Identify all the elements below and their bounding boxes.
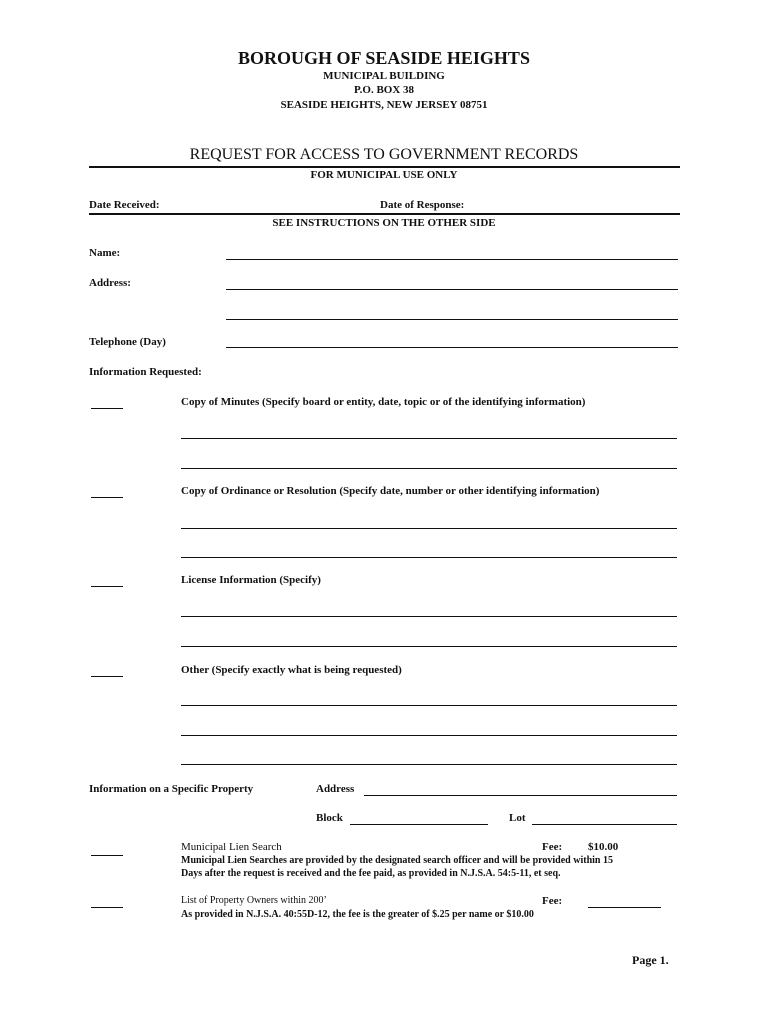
lien-search-checkbox-line[interactable] (91, 855, 123, 856)
lien-fee-value: $10.00 (588, 841, 619, 853)
license-option-label: License Information (Specify) (181, 574, 321, 586)
lot-field[interactable] (532, 824, 677, 825)
borough-title: BOROUGH OF SEASIDE HEIGHTS (238, 48, 530, 68)
page-number: Page 1. (632, 953, 669, 967)
address-field-line-1[interactable] (226, 289, 678, 290)
specific-property-label: Information on a Specific Property (89, 783, 254, 795)
info-requested-label: Information Requested: (89, 366, 202, 378)
instructions-note: SEE INSTRUCTIONS ON THE OTHER SIDE (272, 217, 496, 229)
title-divider (89, 166, 680, 168)
minutes-detail-line-1[interactable] (181, 438, 677, 439)
block-field[interactable] (350, 824, 488, 825)
name-label: Name: (89, 247, 121, 259)
ordinance-detail-line-1[interactable] (181, 528, 677, 529)
minutes-detail-line-2[interactable] (181, 468, 677, 469)
header-line-city-state: SEASIDE HEIGHTS, NEW JERSEY 08751 (280, 99, 488, 111)
other-detail-line-1[interactable] (181, 705, 677, 706)
telephone-field[interactable] (226, 347, 678, 348)
form-title: REQUEST FOR ACCESS TO GOVERNMENT RECORDS (189, 146, 579, 163)
lot-label: Lot (509, 812, 526, 824)
municipal-use-divider (89, 213, 680, 215)
license-checkbox-line[interactable] (91, 586, 123, 587)
minutes-checkbox-line[interactable] (91, 408, 123, 409)
block-label: Block (316, 812, 343, 824)
license-detail-line-1[interactable] (181, 616, 677, 617)
lien-search-label: Municipal Lien Search (181, 841, 282, 853)
name-field[interactable] (226, 259, 678, 260)
ordinance-option-label: Copy of Ordinance or Resolution (Specify date, number or other identifying information) (181, 485, 600, 497)
address-field-line-2[interactable] (226, 319, 678, 320)
license-detail-line-2[interactable] (181, 646, 677, 647)
owners-fee-field[interactable] (588, 907, 661, 908)
municipal-use-label: FOR MUNICIPAL USE ONLY (310, 169, 458, 181)
date-received-label: Date Received: (89, 199, 160, 211)
other-checkbox-line[interactable] (91, 676, 123, 677)
property-address-field[interactable] (364, 795, 677, 796)
address-label: Address: (89, 277, 131, 289)
lien-note-line-2: Days after the request is received and the fee paid, as provided in N.J.S.A. 54:5-11, et seq. (181, 868, 561, 879)
other-option-label: Other (Specify exactly what is being requested) (181, 664, 402, 676)
owners-list-label: List of Property Owners within 200’ (181, 895, 327, 906)
date-response-label: Date of Response: (380, 199, 465, 211)
property-address-label: Address (316, 783, 355, 795)
lien-note-line-1: Municipal Lien Searches are provided by the designated search officer and will be provided within 15 (181, 855, 613, 866)
minutes-option-label: Copy of Minutes (Specify board or entity, date, topic or of the identifying information) (181, 396, 586, 408)
ordinance-checkbox-line[interactable] (91, 497, 123, 498)
other-detail-line-2[interactable] (181, 735, 677, 736)
other-detail-line-3[interactable] (181, 764, 677, 765)
lien-fee-label: Fee: (542, 841, 563, 853)
owners-note: As provided in N.J.S.A. 40:55D-12, the fee is the greater of $.25 per name or $10.00 (181, 909, 534, 920)
owners-list-checkbox-line[interactable] (91, 907, 123, 908)
telephone-label: Telephone (Day) (89, 336, 166, 348)
header-line-po-box: P.O. BOX 38 (353, 84, 415, 96)
ordinance-detail-line-2[interactable] (181, 557, 677, 558)
owners-fee-label: Fee: (542, 895, 563, 907)
header-line-municipal-building: MUNICIPAL BUILDING (323, 70, 445, 82)
